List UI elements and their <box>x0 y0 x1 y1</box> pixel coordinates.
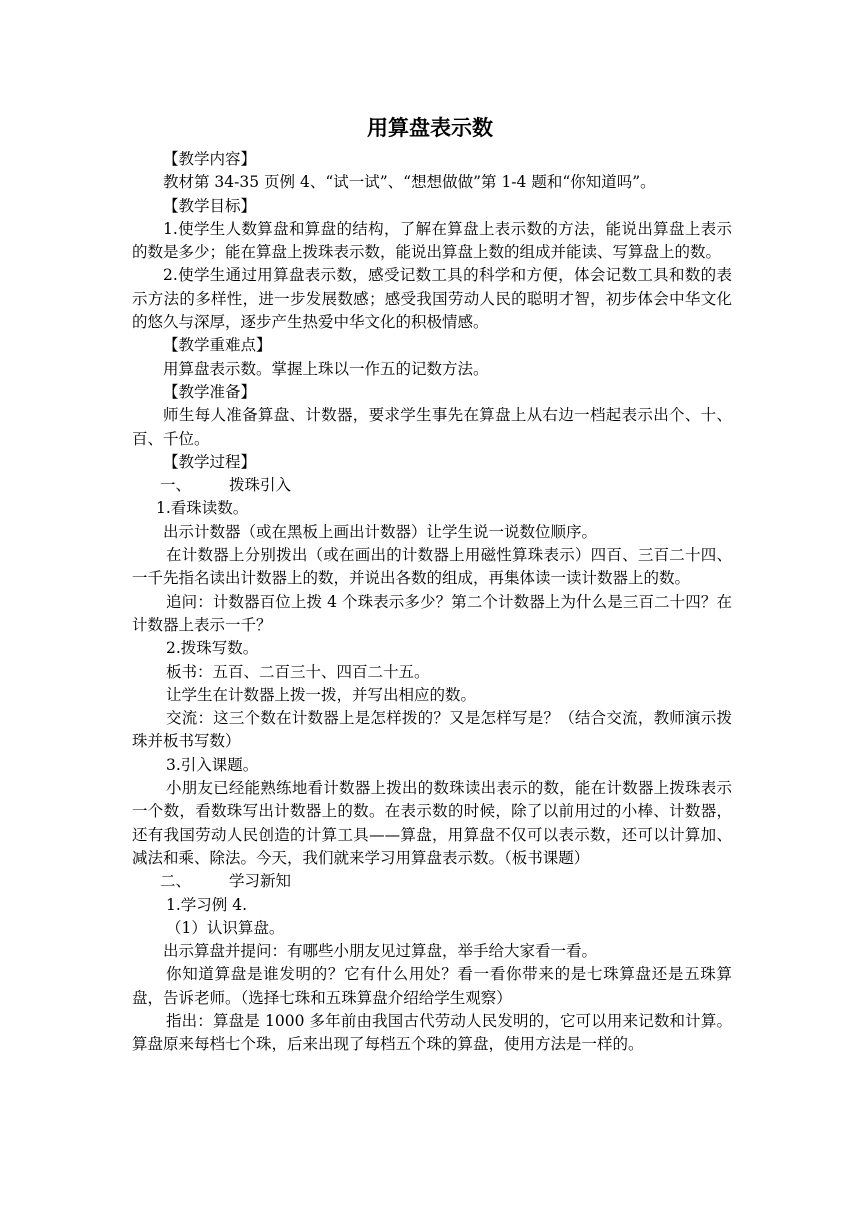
paragraph: 板书：五百、二百三十、四百二十五。 <box>166 662 430 681</box>
section-heading-1 <box>132 474 732 497</box>
document-title: 用算盘表示数 <box>367 116 493 140</box>
paragraph: 2.使学生通过用算盘表示数，感受记数工具的科学和方便，体会记数工具和数的表示方法的多样性，进一步发展数感；感受我国劳动人民的聪明才智，初步体会中华文化的悠久与深厚，逐步产生热爱中华文化的积极情感。 <box>132 266 732 332</box>
paragraph: 2.拨珠写数。 <box>166 639 259 658</box>
paragraph: 教材第 34-35 页例 4、“试一试”、“想想做做”第 1-4 题和“你知道吗”。 <box>163 173 656 192</box>
heading-preparation: 【教学准备】 <box>163 382 257 401</box>
paragraph: 1.使学生人数算盘和算盘的结构，了解在算盘上表示数的方法，能说出算盘上表示的数是多少；能在算盘上拨珠表示数，能说出算盘上数的组成并能读、写算盘上的数。 <box>132 219 732 262</box>
paragraph: 在计数器上分别拨出（或在画出的计数器上用磁性算珠表示）四百、三百二十四、一千先指名读出计数器上的数，并说出各数的组成，再集体读一读计数器上的数。 <box>132 546 732 588</box>
heading-process: 【教学过程】 <box>163 452 257 471</box>
heading-key-points: 【教学重难点】 <box>163 336 272 355</box>
section-title: 学习新知 <box>229 872 292 891</box>
paragraph: 让学生在计数器上拨一拨，并写出相应的数。 <box>166 685 477 704</box>
section-number: 二、 <box>160 872 192 891</box>
heading-content: 【教学内容】 <box>163 150 257 168</box>
paragraph: 师生每人准备算盘、计数器，要求学生事先在算盘上从右边一档起表示出个、十、百、千位。 <box>132 406 732 448</box>
paragraph: 1.学习例 4. <box>166 895 248 914</box>
paragraph: 3.引入课题。 <box>166 755 259 774</box>
paragraph: 追问：计数器百位上拨 4 个珠表示多少？第二个计数器上为什么是三百二十四？在计数器上表示一千？ <box>132 592 732 634</box>
paragraph: 用算盘表示数。掌握上珠以一作五的记数方法。 <box>163 359 489 378</box>
section-title: 拨珠引入 <box>229 476 292 495</box>
paragraph: 小朋友已经能熟练地看计数器上拨出的数珠读出表示的数，能在计数器上拨珠表示一个数，看数珠写出计数器上的数。在表示数的时候，除了以前用过的小棒、计数器，还有我国劳动人民创造的计算工具——算盘，用算盘不仅可以表示数，还可以计算加、减法和乘、除法。今天，我们就来学习用算盘表示数。（板书课题） <box>132 779 732 867</box>
paragraph: 指出：算盘是 1000 多年前由我国古代劳动人民发明的，它可以用来记数和计算。算盘原来每档七个珠，后来出现了每档五个珠的算盘，使用方法是一样的。 <box>132 1011 732 1054</box>
document-body <box>132 148 732 1057</box>
paragraph: 出示算盘并提问：有哪些小朋友见过算盘，举手给大家看一看。 <box>163 942 598 961</box>
section-number: 一、 <box>160 476 192 495</box>
section-heading-2 <box>132 870 732 893</box>
paragraph: （1）认识算盘。 <box>166 918 285 937</box>
paragraph: 出示计数器（或在黑板上画出计数器）让学生说一说数位顺序。 <box>163 522 598 541</box>
paragraph: 交流：这三个数在计数器上是怎样拨的？又是怎样写是？（结合交流，教师演示拨珠并板书写数） <box>132 709 732 751</box>
heading-objectives: 【教学目标】 <box>163 196 257 215</box>
paragraph: 1.看珠读数。 <box>156 499 249 518</box>
paragraph: 你知道算盘是谁发明的？它有什么用处？看一看你带来的是七珠算盘还是五珠算盘，告诉老师。（选择七珠和五珠算盘介绍给学生观察） <box>132 965 732 1007</box>
